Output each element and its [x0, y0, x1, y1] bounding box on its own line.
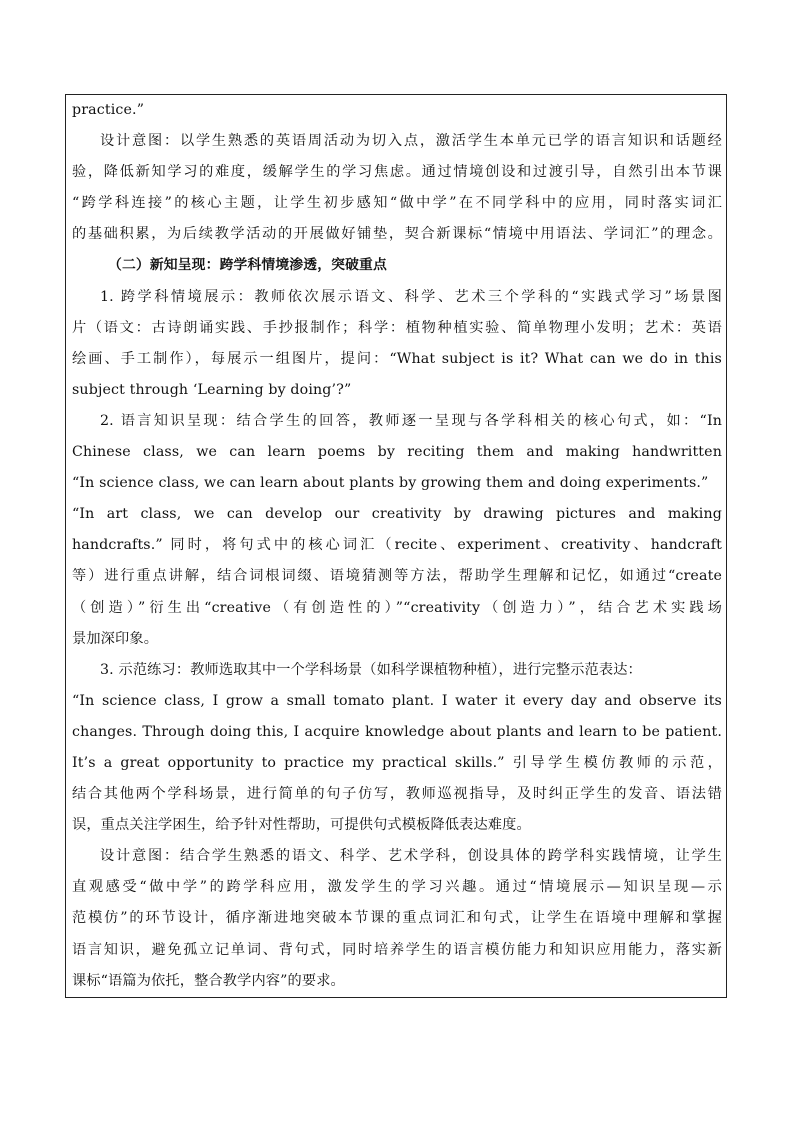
design-intent-paragraph-1: 设计意图：以学生熟悉的英语周活动为切入点，激活学生本单元已学的语言知识和话题经	[100, 133, 722, 150]
lesson-plan-table-cell	[65, 94, 727, 998]
step-1-paragraph: 1. 跨学科情境展示：教师依次展示语文、科学、艺术三个学科的“实践式学习”场景图	[100, 288, 722, 305]
text-line: handcrafts.” 同时，将句式中的核心词汇（recite、experiment、creativity、handcraft	[72, 537, 722, 554]
text-line: （创造）”衍生出“creative（有创造性的）”“creativity（创造力）”，结合艺术实践场	[72, 599, 722, 616]
step-2-paragraph: 2. 语言知识呈现：结合学生的回答，教师逐一呈现与各学科相关的核心句式，如：“In	[100, 412, 722, 429]
text-line: 结合其他两个学科场景，进行简单的句子仿写，教师巡视指导，及时纠正学生的发音、语法错	[72, 786, 722, 803]
text-line: “In science class, I grow a small tomato plant. I water it every day and observe its	[72, 692, 722, 709]
text-line: It’s a great opportunity to practice my practical skills.” 引导学生模仿教师的示范，	[72, 754, 722, 771]
section-heading: （二）新知呈现：跨学科情境渗透，突破重点	[108, 257, 387, 274]
design-intent-paragraph-2: 设计意图：结合学生熟悉的语文、科学、艺术学科，创设具体的跨学科实践情境，让学生	[100, 848, 722, 865]
text-line: 语言知识，避免孤立记单词、背句式，同时培养学生的语言模仿能力和知识应用能力，落实新	[72, 941, 722, 958]
text-line: 范模仿”的环节设计，循序渐进地突破本节课的重点词汇和句式，让学生在语境中理解和掌握	[72, 910, 722, 927]
text-line: subject through ‘Learning by doing’?”	[72, 381, 352, 398]
text-line: 课标“语篇为依托，整合教学内容”的要求。	[72, 972, 345, 989]
text-line: 等）进行重点讲解，结合词根词缀、语境猜测等方法，帮助学生理解和记忆，如通过“create	[72, 568, 722, 585]
text-line: practice.”	[72, 102, 145, 118]
text-line: 的基础积累，为后续教学活动的开展做好铺垫，契合新课标“情境中用语法、学词汇”的理念。	[72, 226, 722, 243]
text-line: 片（语文：古诗朗诵实践、手抄报制作；科学：植物种植实验、简单物理小发明；艺术：英语	[72, 319, 722, 336]
text-line: 误，重点关注学困生，给予针对性帮助，可提供句式模板降低表达难度。	[72, 817, 531, 834]
text-line: 直观感受“做中学”的跨学科应用，激发学生的学习兴趣。通过“情境展示—知识呈现—示	[72, 879, 722, 896]
text-line: “跨学科连接”的核心主题，让学生初步感知“做中学”在不同学科中的应用，同时落实词汇	[72, 195, 722, 212]
step-3-paragraph: 3. 示范练习：教师选取其中一个学科场景（如科学课植物种植），进行完整示范表达：	[100, 661, 642, 678]
text-line: 景加深印象。	[72, 630, 159, 647]
text-line: changes. Through doing this, I acquire knowledge about plants and learn to be patient.	[72, 723, 722, 740]
text-line: “In art class, we can develop our creativity by drawing pictures and making	[72, 506, 722, 523]
lesson-plan-text	[72, 95, 722, 997]
text-line: 验，降低新知学习的难度，缓解学生的学习焦虑。通过情境创设和过渡引导，自然引出本节课	[72, 164, 722, 181]
text-line: “In science class, we can learn about plants by growing them and doing experiments.”	[72, 475, 709, 492]
text-line: 绘画、手工制作），每展示一组图片，提问：“What subject is it? What can we do in this	[72, 350, 722, 367]
text-line: Chinese class, we can learn poems by reciting them and making handwritten	[72, 444, 722, 461]
